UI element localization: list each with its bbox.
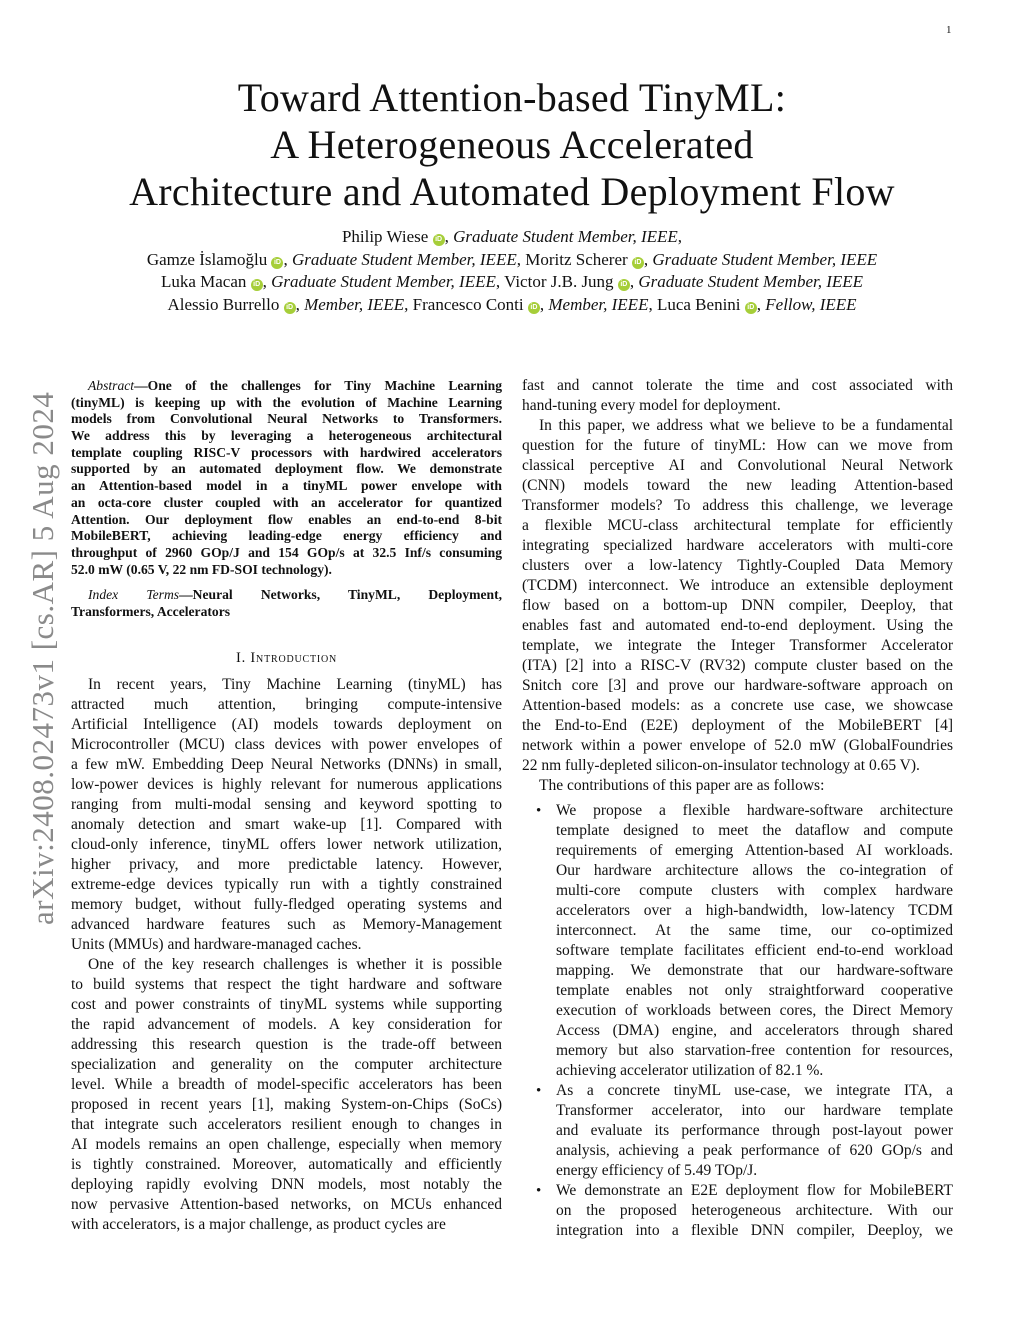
author-line: Gamze İslamoğlu iD , Graduate Student Member, IEEE, Moritz Scherer iD , Graduate Student Member, IEEE <box>146 249 878 269</box>
text-line: fast and cannot tolerate the time and cost associated with <box>522 377 953 394</box>
text-line: the rapid advancement of models. A key consideration for <box>71 1015 502 1033</box>
introduction-body <box>71 675 502 1235</box>
text-line: cost and power constraints of tinyML systems while supporting <box>71 995 502 1013</box>
text-line: attracted much attention, bringing compute-intensive <box>71 695 502 713</box>
orcid-icon: iD <box>528 302 540 314</box>
text-line: is tightly constrained. Moreover, automatically and efficiently <box>71 1155 502 1173</box>
orcid-icon: iD <box>271 257 283 269</box>
text-line <box>71 587 502 604</box>
text-line: memory budget, without fully-fledged operating systems and <box>71 895 502 913</box>
text-line <box>71 495 502 512</box>
author-line: Alessio Burrello iD , Member, IEEE, Francesco Conti iD , Member, IEEE, Luca Benini iD , Fellow, IEEE <box>167 294 857 314</box>
title-line: A Heterogeneous Accelerated <box>270 122 754 167</box>
text-line <box>71 461 502 478</box>
abstract-text: 52.0 mW (0.65 V, 22 nm FD-SOI technology). <box>71 561 332 577</box>
left-column <box>71 378 502 1235</box>
text-line: a flexible MCU-class architectural template for efficiently <box>522 517 953 534</box>
text-line: level. While a breadth of model-specific accelerators has been <box>71 1075 502 1093</box>
text-line: Snitch core [3] and prove our hardware-software approach on <box>522 677 953 694</box>
text-line <box>71 545 502 562</box>
text-line: integration into a flexible DNN compiler, Deeploy, we <box>556 1222 953 1239</box>
abstract-text: We address this by leveraging a heterogeneous architectural <box>71 428 502 444</box>
text-line: proposed in recent years [1], making System-on-Chips (SoCs) <box>71 1095 502 1113</box>
text-line <box>71 562 502 579</box>
text-line: classical perceptive AI and Convolutional Neural Network <box>522 457 953 474</box>
author-name: Philip Wiese <box>341 227 429 246</box>
text-line: (TCDM) interconnect. We introduce an extensible deployment <box>522 577 953 594</box>
author-role: Graduate Student Member, IEEE <box>652 249 878 269</box>
text-line: (ITA) [2] into a RISC-V (RV32) compute cluster based on the <box>522 657 953 674</box>
abstract-text: throughput of 2960 GOp/J and 154 GOp/s at 32.5 Inf/s consuming <box>71 544 502 560</box>
text-line: to build systems that respect the tight hardware and software <box>71 975 502 993</box>
orcid-icon: iD <box>632 257 644 269</box>
text-line: In recent years, Tiny Machine Learning (tinyML) has <box>88 675 502 693</box>
page-number: 1 <box>946 24 952 36</box>
author-role: Fellow, IEEE <box>765 294 857 314</box>
text-line: a few mW. Embedding Deep Neural Networks (DNNs) in small, <box>71 755 502 773</box>
text-line: that integrate such accelerators resilient enough to changes in <box>71 1115 502 1133</box>
abstract <box>71 378 502 578</box>
author-name: Luca Benini <box>656 294 741 314</box>
right-column <box>522 376 953 1241</box>
text-line: the End-to-End (E2E) deployment of the MobileBERT [4] <box>522 717 953 734</box>
text-line: low-power devices is highly relevant for numerous applications <box>71 775 502 793</box>
text-line: cloud-only inference, tinyML offers lower network utilization, <box>71 835 502 853</box>
text-line: with accelerators, is a major challenge, as product cycles are <box>71 1215 446 1233</box>
section-heading: I. Introduction <box>235 649 338 666</box>
index_terms-text: —Neural Networks, TinyML, Deployment, <box>179 587 502 603</box>
text-line <box>71 428 502 445</box>
text-line: Access (DMA) engine, and accelerators through shared <box>556 1022 953 1039</box>
text-line: advanced hardware features such as Memory-Management <box>71 915 502 933</box>
text-line <box>71 478 502 495</box>
text-line: We demonstrate an E2E deployment flow for MobileBERT <box>556 1182 953 1199</box>
text-line: mapping. We demonstrate that our hardware-software <box>556 962 953 979</box>
text-line: Our hardware architecture allows the co-integration of <box>556 862 953 879</box>
text-line: now pervasive Attention-based networks, on MCUs enhanced <box>71 1195 502 1213</box>
orcid-icon: iD <box>618 279 630 291</box>
right-body <box>522 376 953 796</box>
text-line: flow based on a bottom-up DNN compiler, Deeploy, that <box>522 597 953 614</box>
text-line: One of the key research challenges is whether it is possible <box>88 955 502 973</box>
text-line: higher privacy, and more predictable latency. However, <box>71 855 502 873</box>
contribution-list <box>522 801 953 1241</box>
author-role: Member, IEEE <box>304 294 405 314</box>
text-line: question for the future of tinyML: How can we move from <box>522 437 953 454</box>
text-line: on the proposed heterogeneous architecture. With our <box>556 1202 953 1219</box>
text-line <box>71 411 502 428</box>
text-line: execution of workloads between cores, the Direct Memory <box>556 1002 953 1019</box>
author-role: Member, IEEE <box>548 294 649 314</box>
abstract-text: (tinyML) is keeping up with the evolution of Machine Learning <box>71 394 502 410</box>
author-role: Graduate Student Member, IEEE <box>291 249 517 269</box>
text-line: template enables not only straightforward cooperative <box>556 982 953 999</box>
abstract-text: MobileBERT, achieving leading-edge energy efficiency and <box>71 528 502 544</box>
text-line: software template facilitates efficient end-to-end workload <box>556 942 953 959</box>
author-name: Gamze İslamoğlu <box>146 249 268 269</box>
text-line: AI models remains an open challenge, especially when memory <box>71 1135 502 1153</box>
text-line: addressing this research question is the trade-off between <box>71 1035 502 1053</box>
text-line: Transformer models? To address this challenge, we leverage <box>522 497 953 514</box>
text-line: Attention-based models: as a concrete use case, we showcase <box>522 697 953 714</box>
text-line: achieving accelerator utilization of 82.1 %. <box>556 1062 824 1079</box>
author-role: Graduate Student Member, IEEE <box>638 272 864 291</box>
label: Index Terms <box>88 587 180 603</box>
text-line: energy efficiency of 5.49 TOp/J. <box>556 1162 758 1179</box>
abstract-text: models from Convolutional Neural Networks to Transformers. <box>71 411 502 427</box>
contribution-item <box>522 801 953 1081</box>
text-line: memory but also starvation-free contention for resources, <box>556 1042 953 1059</box>
author-role: Graduate Student Member, IEEE <box>271 272 496 291</box>
text-line: Microcontroller (MCU) class devices with power envelopes of <box>71 735 502 753</box>
index-terms <box>71 587 502 620</box>
author-list <box>0 226 1024 316</box>
author-name: Alessio Burrello <box>167 294 280 314</box>
author-role: Graduate Student Member, IEEE <box>453 227 678 246</box>
text-line: and evaluate its performance through post-layout power <box>556 1122 953 1139</box>
orcid-icon: iD <box>251 279 263 291</box>
text-line <box>71 512 502 529</box>
author-line: Philip Wiese iD , Graduate Student Member, IEEE, <box>341 227 683 246</box>
abstract-text: supported by an automated deployment flow. We demonstrate <box>71 461 502 477</box>
text-line: In this paper, we address what we believe to be a fundamental <box>539 417 953 434</box>
text-line: network within a power envelope of 52.0 mW (GlobalFoundries <box>522 737 953 754</box>
author-name: Moritz Scherer <box>525 249 628 269</box>
arxiv-identifier: arXiv:2408.02473v1 [cs.AR] 5 Aug 2024 <box>25 391 60 925</box>
text-line: multi-core compute clusters with complex hardware <box>556 882 953 899</box>
author-name: Victor J.B. Jung <box>504 272 614 291</box>
text-line: enables fast and automated end-to-end deployment. Using the <box>522 617 953 634</box>
text-line: clusters over a low-latency Tightly-Coupled Data Memory <box>522 557 953 574</box>
paper-title <box>0 74 1024 215</box>
text-line <box>71 604 502 621</box>
text-line: As a concrete tinyML use-case, we integrate ITA, a <box>556 1082 953 1099</box>
orcid-icon: iD <box>433 234 445 246</box>
title-line: Architecture and Automated Deployment Flow <box>129 169 895 214</box>
abstract-text: an octa-core cluster coupled with an accelerator for quantized <box>71 494 502 510</box>
text-line: template, we integrate the Integer Transformer Accelerator <box>522 637 953 654</box>
text-line: (CNN) models toward the new leading Attention-based <box>522 477 953 494</box>
bullet-icon: • <box>536 1183 542 1199</box>
text-line: interconnect. At the same time, our co-optimized <box>556 922 953 939</box>
text-line: anomaly detection and smart wake-up [1]. Compared with <box>71 815 502 833</box>
text-line: accelerators over a high-bandwidth, low-latency TCDM <box>556 902 953 919</box>
text-line <box>71 395 502 412</box>
text-line: ranging from multi-modal sensing and keyword spotting to <box>71 795 502 813</box>
text-line: We propose a flexible hardware-software architecture <box>556 802 953 819</box>
text-line: hand-tuning every model for deployment. <box>522 397 781 414</box>
text-line: requirements of emerging Attention-based AI workloads. <box>556 842 953 859</box>
text-line: analysis, achieving a peak performance of 620 GOp/s and <box>556 1142 953 1159</box>
author-name: Luka Macan <box>160 272 247 291</box>
text-line: 22 nm fully-depleted silicon-on-insulator technology at 0.65 V). <box>522 757 920 774</box>
label: Abstract <box>88 378 135 393</box>
index_terms-text: Transformers, Accelerators <box>71 603 231 619</box>
orcid-icon: iD <box>745 302 757 314</box>
text-line <box>71 445 502 462</box>
bullet-icon: • <box>536 1083 542 1099</box>
contribution-item <box>522 1181 953 1241</box>
text-line: template designed to meet the dataflow and compute <box>556 822 953 839</box>
bullet-icon: • <box>536 803 542 819</box>
abstract-text: template coupling RISC-V processors with hardwired accelerators <box>71 444 502 460</box>
text-line <box>71 378 502 395</box>
text-line: specialization and generality on the computer architecture <box>71 1055 502 1073</box>
abstract-text: an Attention-based model in a tinyML power envelope with <box>71 478 502 494</box>
text-line <box>71 528 502 545</box>
text-line: integrating specialized hardware accelerators with multi-core <box>522 537 953 554</box>
text-line: The contributions of this paper are as follows: <box>539 777 825 794</box>
abstract-text: —One of the challenges for Tiny Machine Learning <box>134 378 502 393</box>
text-line: Units (MMUs) and hardware-managed caches. <box>71 935 362 953</box>
contribution-item <box>522 1081 953 1181</box>
text-line: Artificial Intelligence (AI) models towards deployment on <box>71 715 502 733</box>
orcid-icon: iD <box>284 302 296 314</box>
abstract-text: Attention. Our deployment flow enables an end-to-end 8-bit <box>71 511 502 527</box>
author-line: Luka Macan iD , Graduate Student Member, IEEE, Victor J.B. Jung iD , Graduate Student Member, IEEE <box>160 272 864 291</box>
text-line: Transformer accelerator, into our hardware template <box>556 1102 953 1119</box>
text-line: deploying rapidly evolving DNN models, most notably the <box>71 1175 502 1193</box>
text-line: extreme-edge devices typically run with a tightly constrained <box>71 875 502 893</box>
author-name: Francesco Conti <box>412 294 524 314</box>
title-line: Toward Attention-based TinyML: <box>237 75 787 120</box>
